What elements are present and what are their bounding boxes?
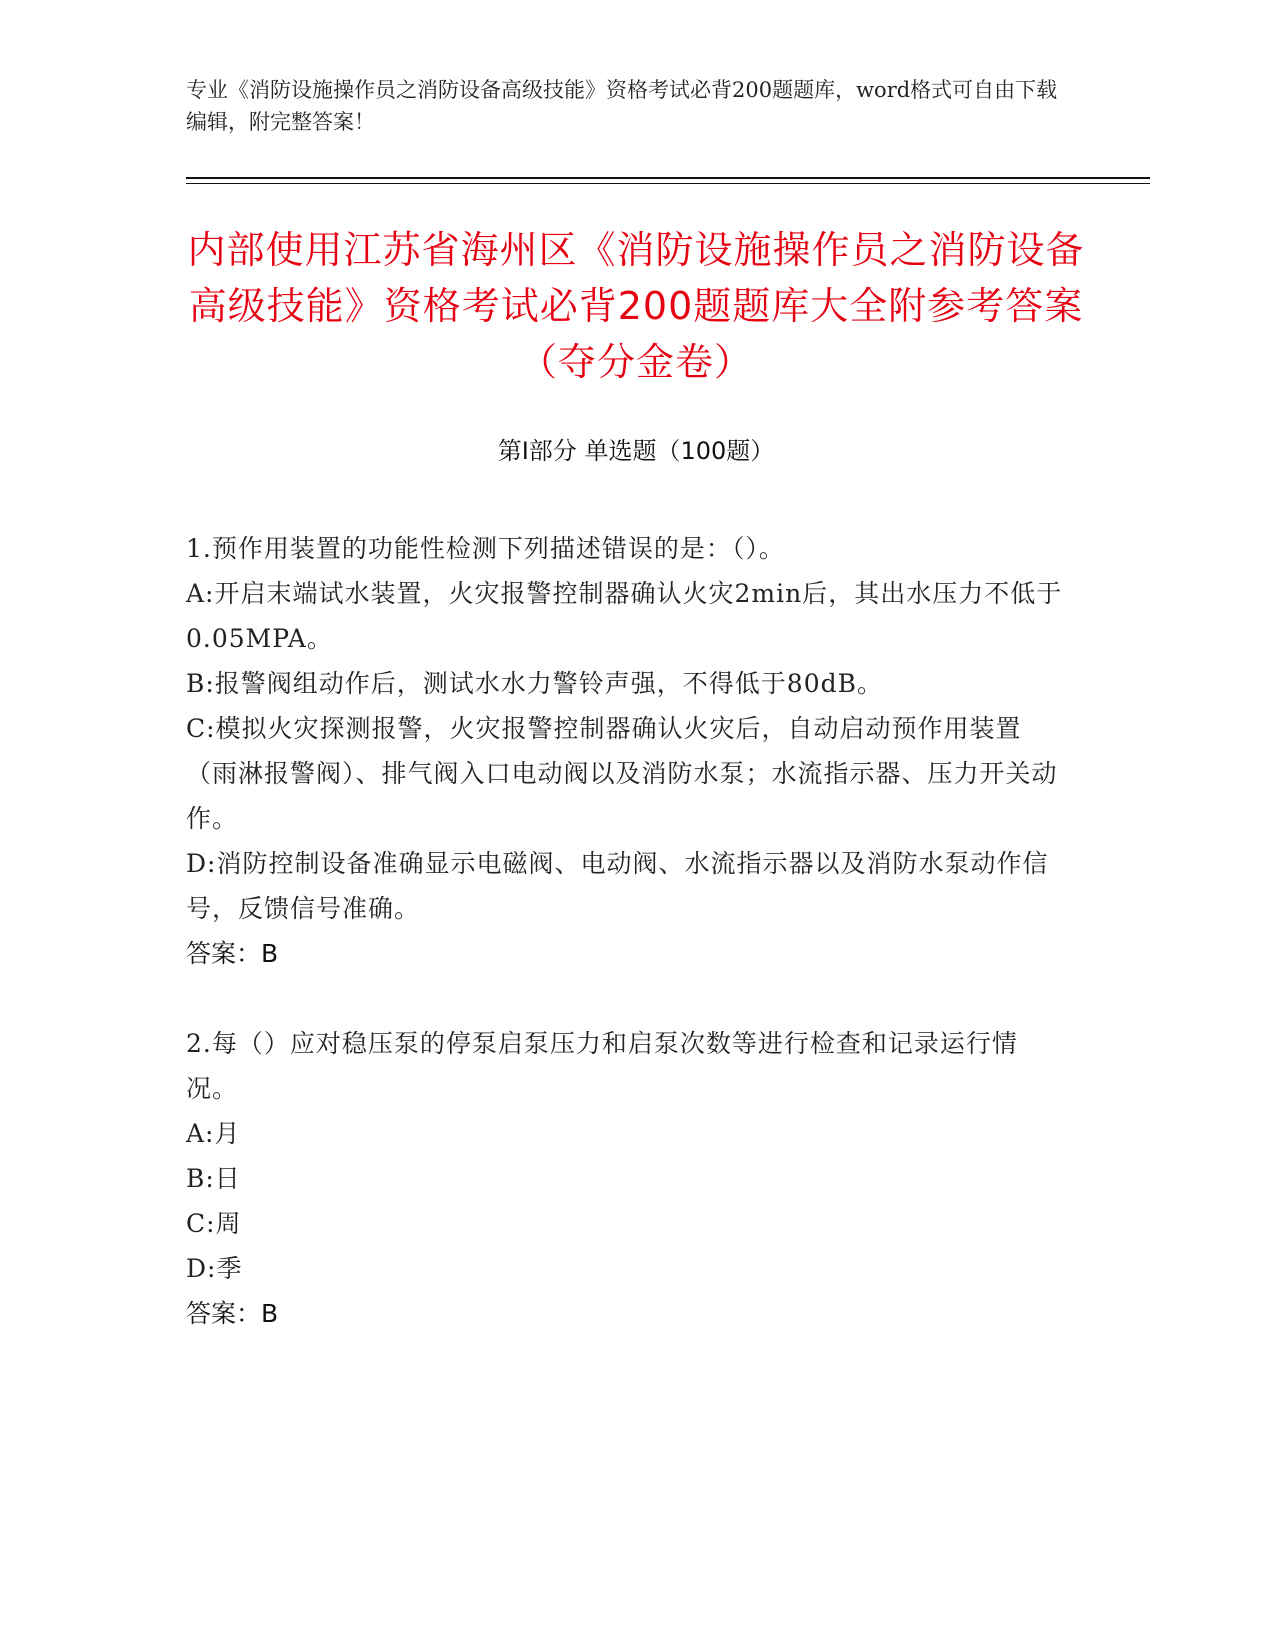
header-note: 专业《消防设施操作员之消防设备高级技能》资格考试必背200题题库，word格式可自由下载编辑，附完整答案！ [186,78,1058,134]
header-rule-thick [186,177,1150,179]
answer-text: 答案：B [186,1299,279,1328]
option-d: D:消防控制设备准确显示电磁阀、电动阀、水流指示器以及消防水泵动作信号，反馈信号准确。 [186,849,1049,923]
question-stem: 1.预作用装置的功能性检测下列描述错误的是：（）。 [186,534,785,563]
question-list [186,526,1066,1381]
option-a: A:开启末端试水装置，火灾报警控制器确认火灾2min后，其出水压力不低于0.05MPA。 [186,579,1063,653]
option-d: D:季 [186,1254,243,1283]
section-heading: 第Ⅰ部分 单选题（100题） [497,437,775,465]
option-b: B:报警阀组动作后，测试水水力警铃声强，不得低于80dB。 [186,669,883,698]
question-1 [186,526,1066,976]
question-2 [186,1021,1066,1336]
option-a: A:月 [186,1119,241,1148]
answer-text: 答案：B [186,939,279,968]
option-b: B:日 [186,1164,241,1193]
option-c: C:周 [186,1209,242,1238]
header-rule-thin [186,183,1150,184]
option-c: C:模拟火灾探测报警，火灾报警控制器确认火灾后，自动启动预作用装置（雨淋报警阀）、排气阀入口电动阀以及消防水泵；水流指示器、压力开关动作。 [186,714,1058,833]
document-title: 内部使用江苏省海州区《消防设施操作员之消防设备高级技能》资格考试必背200题题库大全附参考答案（夺分金卷） [187,228,1085,384]
question-stem: 2.每（）应对稳压泵的停泵启泵压力和启泵次数等进行检查和记录运行情况。 [186,1029,1018,1103]
